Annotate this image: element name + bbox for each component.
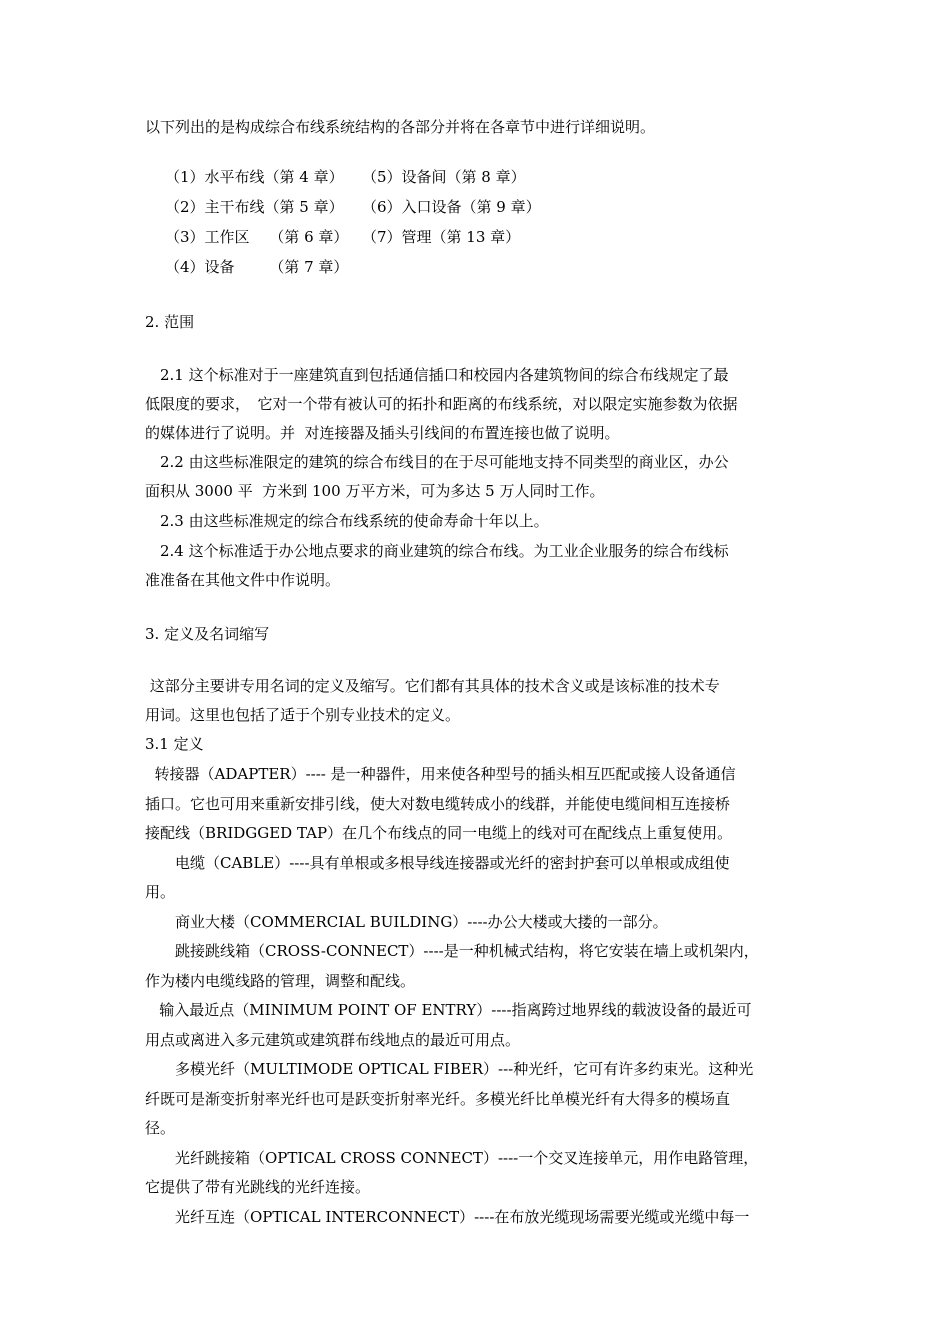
paragraph-line: 低限度的要求， 它对一个带有被认可的拓扑和距离的布线系统，对以限定实施参数为依据	[145, 395, 738, 413]
definition-line: 用点或离进入多元建筑或建筑群布线地点的最近可用点。	[145, 1031, 521, 1049]
definition-line: 电缆（CABLE）----具有单根或多根导线连接器或光纤的密封护套可以单根或成组使	[145, 854, 730, 872]
definition-line: 跳接跳线箱（CROSS-CONNECT）----是一种机械式结构，将它安装在墙上或机架内，	[145, 942, 759, 960]
definition-line: 纤既可是渐变折射率光纤也可是跃变折射率光纤。多模光纤比单模光纤有大得多的模场直	[145, 1090, 731, 1108]
section-heading-scope: 2. 范围	[145, 313, 195, 331]
paragraph-line: 2.2 由这些标准限定的建筑的综合布线目的在于尽可能地支持不同类型的商业区，办公	[145, 453, 729, 471]
paragraph-line: 用词。这里也包括了适于个别专业技术的定义。	[145, 706, 461, 724]
definition-line: 作为楼内电缆线路的管理，调整和配线。	[145, 972, 416, 990]
paragraph-line: 2.3 由这些标准规定的综合布线系统的使命寿命十年以上。	[145, 512, 549, 530]
paragraph-line: 这部分主要讲专用名词的定义及缩写。它们都有其具体的技术含义或是该标准的技术专	[145, 677, 720, 695]
definition-line: 多模光纤（MULTIMODE OPTICAL FIBER）---种光纤，它可有许多约束光。这种光	[145, 1060, 754, 1078]
intro-paragraph: 以下列出的是构成综合布线系统结构的各部分并将在各章节中进行详细说明。	[145, 118, 656, 136]
chapter-item: （4）设备 （第 7 章）	[165, 258, 349, 276]
paragraph-line: 的媒体进行了说明。并 对连接器及插头引线间的布置连接也做了说明。	[145, 424, 620, 442]
chapter-item: （2）主干布线（第 5 章）	[165, 198, 344, 216]
definition-line: 输入最近点（MINIMUM POINT OF ENTRY）----指离跨过地界线的载波设备的最近可	[145, 1001, 752, 1019]
definition-line: 转接器（ADAPTER）---- 是一种器件，用来使各种型号的插头相互匹配或接人设备通信	[145, 765, 736, 783]
section-heading-definitions: 3. 定义及名词缩写	[145, 625, 270, 643]
paragraph-line: 2.4 这个标准适于办公地点要求的商业建筑的综合布线。为工业企业服务的综合布线标	[145, 542, 729, 560]
definition-line: 插口。它也可用来重新安排引线，使大对数电缆转成小的线群，并能使电缆间相互连接桥	[145, 795, 731, 813]
chapter-item: （5）设备间（第 8 章）	[362, 168, 526, 186]
paragraph-line: 准准备在其他文件中作说明。	[145, 571, 341, 589]
chapter-item: （3）工作区 （第 6 章）	[165, 228, 349, 246]
chapter-item: （7）管理（第 13 章）	[362, 228, 521, 246]
paragraph-line: 2.1 这个标准对于一座建筑直到包括通信插口和校园内各建筑物间的综合布线规定了最	[145, 366, 729, 384]
definition-line: 它提供了带有光跳线的光纤连接。	[145, 1178, 371, 1196]
definition-line: 商业大楼（COMMERCIAL BUILDING）----办公大楼或大搂的一部分。	[145, 913, 668, 931]
definition-line: 径。	[145, 1119, 176, 1137]
chapter-item: （1）水平布线（第 4 章）	[165, 168, 344, 186]
definition-line: 光纤跳接箱（OPTICAL CROSS CONNECT）----一个交叉连接单元，用作电路管理，	[145, 1149, 759, 1167]
subsection-heading: 3.1 定义	[145, 735, 204, 753]
chapter-item: （6）入口设备（第 9 章）	[362, 198, 541, 216]
definition-line: 接配线（BRIDGGED TAP）在几个布线点的同一电缆上的线对可在配线点上重复使用。	[145, 824, 733, 842]
definition-line: 用。	[145, 883, 176, 901]
paragraph-line: 面积从 3000 平 方米到 100 万平方米，可为多达 5 万人同时工作。	[145, 482, 605, 500]
definition-line: 光纤互连（OPTICAL INTERCONNECT）----在布放光缆现场需要光缆或光缆中每一	[145, 1208, 750, 1226]
